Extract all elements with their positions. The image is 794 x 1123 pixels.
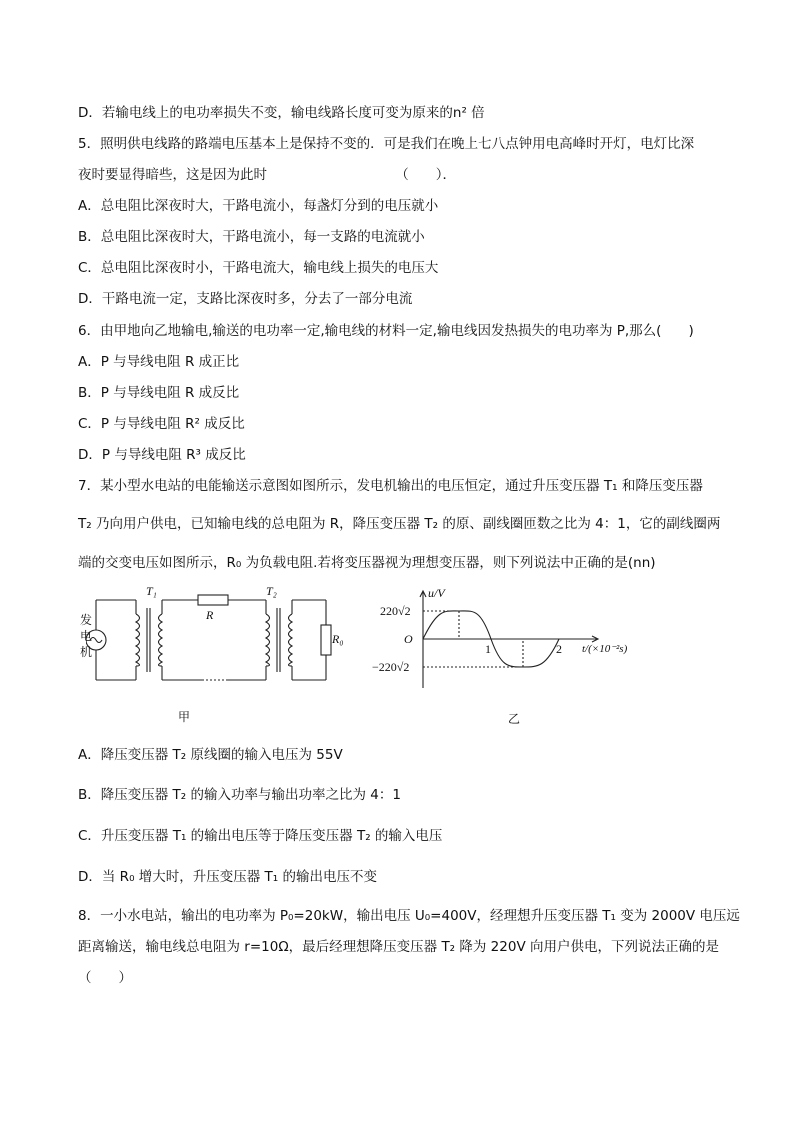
q6-option-a: A．P 与导线电阻 R 成正比 [78,354,240,370]
circuit-svg [86,590,346,690]
x-tick-2: 2 [556,642,562,656]
q7-stem-line-2: T₂ 乃向用户供电，已知输电线的总电阻为 R，降压变压器 T₂ 的原、副线圈匝数之比为 4：1，它的副线圈两 [78,516,721,532]
circuit-diagram [80,584,346,724]
generator-label: 发 电 机 [80,613,93,659]
q8-stem-line-2: 距离输送，输电线总电阻为 r=10Ω，最后经理想降压变压器 T₂ 降为 220V 向用户供电，下列说法正确的是 [78,939,719,955]
q7-option-d: D．当 R₀ 增大时，升压变压器 T₁ 的输出电压不变 [78,869,378,885]
y-axis-label: u/V [428,586,445,600]
q8-stem-line-3: （ ） [78,970,132,986]
q5-option-d: D．干路电流一定，支路比深夜时多，分去了一部分电流 [78,291,413,307]
q4-option-d: D．若输电线上的电功率损失不变，输电线路长度可变为原来的n² 倍 [78,105,485,121]
origin-label: O [404,632,413,646]
y-max-label: 220√2 [380,604,411,618]
x-axis-label: t/(×10⁻²s) [582,643,628,655]
resistor-r0 [321,625,331,655]
q7-option-a: A．降压变压器 T₂ 原线圈的输入电压为 55V [78,747,343,763]
q7-option-c: C．升压变压器 T₁ 的输出电压等于降压变压器 T₂ 的输入电压 [78,828,443,844]
t1-label: T₁ [146,584,157,598]
q7-stem-line-1: 7．某小型水电站的电能输送示意图如图所示，发电机输出的电压恒定，通过升压变压器 T₁ 和降压变压器 [78,478,703,494]
q7-option-b: B．降压变压器 T₂ 的输入功率与输出功率之比为 4：1 [78,787,401,803]
resistor-r [198,595,228,605]
q5-option-b: B．总电阻比深夜时大，干路电流小，每一支路的电流就小 [78,229,425,245]
q6-option-c: C．P 与导线电阻 R² 成反比 [78,416,245,432]
r-label: R [206,608,214,622]
r0-label: R₀ [332,632,344,646]
y-min-label: −220√2 [372,660,410,674]
voltage-graph [370,586,640,726]
figure-caption-left: 甲 [178,710,191,724]
figure-caption-right: 乙 [508,712,521,726]
q6-option-d: D．P 与导线电阻 R³ 成反比 [78,447,246,463]
q5-option-c: C．总电阻比深夜时小，干路电流大，输电线上损失的电压大 [78,260,439,276]
q8-stem-line-1: 8．一小水电站，输出的电功率为 P₀=20kW，输出电压 U₀=400V，经理想升压变压器 T₁ 变为 2000V 电压远 [78,908,740,924]
q5-option-a: A．总电阻比深夜时大，干路电流小，每盏灯分到的电压就小 [78,198,439,214]
q6-stem: 6．由甲地向乙地输电,输送的电功率一定,输电线的材料一定,输电线因发热损失的电功率为 P,那么( ) [78,323,694,339]
x-tick-1: 1 [485,642,491,656]
q7-stem-line-3: 端的交变电压如图所示，R₀ 为负载电阻.若将变压器视为理想变压器，则下列说法中正确的是(nn) [78,555,656,571]
t2-label: T₂ [266,584,277,598]
q6-option-b: B．P 与导线电阻 R 成反比 [78,385,240,401]
q5-stem-line-2: 夜时要显得暗些，这是因为此时 （ ）． [78,167,456,183]
q5-stem-line-1: 5．照明供电线路的路端电压基本上是保持不变的．可是我们在晚上七八点钟用电高峰时开灯，电灯比深 [78,136,695,152]
